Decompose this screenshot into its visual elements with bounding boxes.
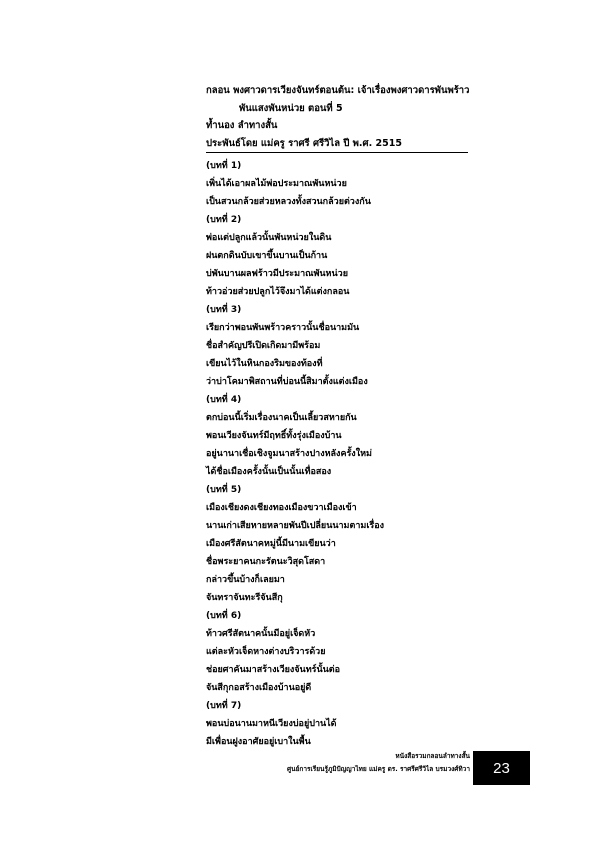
poem-title-line-1: กลอน พงศาวดารเวียงจันทร์ตอนต้น: เจ้าเรื่องพงศาวดารพันพร้าว (206, 85, 470, 96)
poem-header (206, 82, 536, 152)
verse-line: กล่าวขึ้นบ้างก็เลยมา (206, 575, 285, 585)
verse-line: นานเก่าเสียหายหลายพันปีเปลี่ยนนามตามเรื่อง (206, 521, 385, 531)
verse-line: ชื่อพระยาคนกะรัตนะวิสุดโสดา (206, 557, 326, 567)
verse-line: ท้าวศรีสัตนาคนั้นมีอยู่เจ็ดหัว (206, 629, 316, 639)
verse-line: ตกบ่อนนี้เริ่มเรื่องนาคเป็นเลี้ยวสหายกัน (206, 413, 357, 423)
stanza-heading: (บทที่ 2) (206, 215, 242, 225)
verse-line: อยู่นานาเชื่อเชิงจูมนาสร้างปางหลังครั้งใหม่ (206, 449, 372, 459)
verse-line: จันสีกุกอสร้างเมืองบ้านอยู่ดี (206, 683, 312, 693)
verse-line: พอนบ่อนานมาหนีเวียงบ่อยู่ปานได้ (206, 719, 337, 729)
page-number: 23 (493, 759, 510, 777)
verse-line: พอนเวียงจันทร์มีฤทธิ์ทั้งรุ่งเมืองบ้าน (206, 431, 342, 441)
stanza-heading: (บทที่ 1) (206, 161, 242, 171)
verse-line: ชื่อสำคัญปรีเปิดเกิดมามีพร้อม (206, 341, 321, 351)
poem-melody: ท้ำนอง ลำทางสั้น (206, 120, 278, 131)
verse-line: บ่พันบานผลฟร้าวมีประมาณพันหน่วย (206, 269, 348, 279)
verse-line: ช่อยศาคันมาสร้างเวียงจันทร์นั้นต่อ (206, 665, 341, 675)
verse-line: ฝนตกดินบับเขาขึ้นบานเป็นก้าน (206, 251, 328, 261)
verse-line: จันทราจันทะรีจันสีกุ (206, 593, 283, 603)
verse-line: มีเพื่อนฝูงอาศัยอยู่เบาในพื้น (206, 737, 311, 747)
verse-line: พ่อแต่ปลูกแล้วนั้นพันหน่วยในดิน (206, 233, 332, 243)
stanza-heading: (บทที่ 3) (206, 305, 242, 315)
footer-publisher: ศูนย์การเรียนรู้ภูมิปัญญาไทย แม่ครู ดร. ราศรีศรีวิไล บรมวงศ์ทิวา (287, 765, 470, 773)
verse-line: เรียกว่าพอนพันพร้าวคราวนั้นชื่อนามมัน (206, 323, 360, 333)
verse-line: ว่าบ่าโคมาพิสถานที่บ่อนนี้สิมาตั้งแต่งเมือง (206, 377, 368, 387)
verse-line: เมืองเชียงดงเชียงทองเมืองขวาเมืองเข้า (206, 503, 357, 513)
poem-author: ประพันธ์โดย แม่ครู ราศรี ศรีวิไล ปี พ.ศ. 2515 (206, 137, 402, 149)
page-footer (180, 750, 470, 776)
stanza-heading: (บทที่ 4) (206, 395, 242, 405)
stanza-heading: (บทที่ 5) (206, 485, 242, 495)
footer-book-title: หนังสือรวมกลอนลำทางสั้น (395, 752, 470, 760)
page-number-box (473, 751, 530, 785)
verse-line: แต่ละหัวเจ็ดหางต่างบริวารด้วย (206, 647, 326, 657)
stanza-heading: (บทที่ 6) (206, 611, 242, 621)
verse-line: เป็นสวนกล้วยส่วยหลวงทั้งสวนกล้วยต่วงกัน (206, 197, 371, 207)
verse-line: เมืองศรีสัตนาคหมู่นี้มีนามเขียนว่า (206, 539, 336, 549)
poem-body (206, 157, 526, 751)
verse-line: ได้ชื่อเมืองครั้งนั้นเป็นนั้นเทื่อสอง (206, 467, 332, 477)
verse-line: เพิ่นได้เอาผลไม้พ่อประมาณพันหน่วย (206, 179, 347, 189)
verse-line: ท้าวอ่วยส่วยปลูกไว้จึงมาได้แต่งกลอน (206, 287, 350, 297)
poem-title-line-2: พันแสงพันหน่วย ตอนที่ 5 (239, 102, 343, 114)
verse-line: เขียนไว้ในหินกองริมของท้องที่ (206, 359, 323, 369)
header-divider (206, 152, 468, 153)
stanza-heading: (บทที่ 7) (206, 701, 242, 711)
